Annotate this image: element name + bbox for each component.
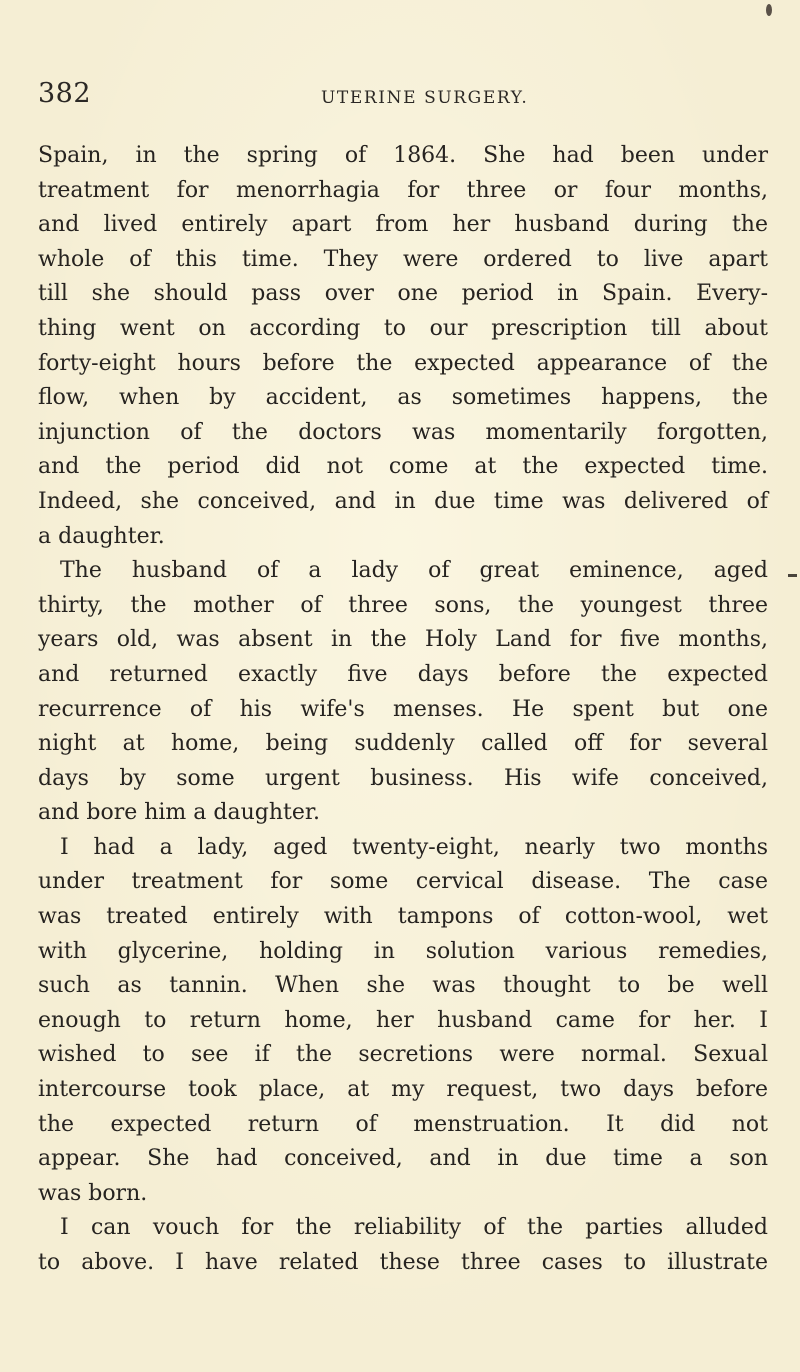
text-line: thirty, the mother of three sons, the youngest three xyxy=(38,592,768,618)
text-line: was treated entirely with tampons of cotton-wool, wet xyxy=(38,904,768,930)
text-line: with glycerine, holding in solution various remedies, xyxy=(38,938,768,964)
text-line: under treatment for some cervical disease. The case xyxy=(38,869,768,895)
body-text xyxy=(38,139,768,1281)
text-line: and the period did not come at the expected time. xyxy=(38,454,768,480)
text-line: treatment for menorrhagia for three or four months, xyxy=(38,177,768,203)
text-line: Spain, in the spring of 1864. She had been under xyxy=(38,143,768,168)
text-line: and bore him a daughter. xyxy=(38,800,320,826)
text-line: days by some urgent business. His wife conceived, xyxy=(38,765,768,791)
text-line: intercourse took place, at my request, two days before xyxy=(38,1077,768,1103)
running-title: UTERINE SURGERY. xyxy=(321,88,529,108)
text-line: such as tannin. When she was thought to be well xyxy=(38,973,768,999)
text-line: wished to see if the secretions were normal. Sexual xyxy=(38,1042,768,1068)
text-line: a daughter. xyxy=(38,523,165,549)
text-line: flow, when by accident, as sometimes happens, the xyxy=(38,385,768,411)
text-line: years old, was absent in the Holy Land for five months, xyxy=(38,627,768,653)
text-line: till she should pass over one period in Spain. Every- xyxy=(38,281,768,307)
text-line: and returned exactly five days before the expected xyxy=(38,661,768,687)
text-line: Indeed, she conceived, and in due time was delivered of xyxy=(38,488,768,514)
margin-mark xyxy=(788,574,797,577)
text-line: appear. She had conceived, and in due time a son xyxy=(38,1146,768,1172)
text-line: injunction of the doctors was momentarily forgotten, xyxy=(38,419,768,445)
page-number: 382 xyxy=(38,78,92,109)
text-line: to above. I have related these three cases to illustrate xyxy=(38,1250,768,1275)
text-line: whole of this time. They were ordered to live apart xyxy=(38,246,768,272)
text-line: The husband of a lady of great eminence, aged xyxy=(60,558,768,584)
text-line: enough to return home, her husband came for her. I xyxy=(38,1007,768,1033)
text-line: thing went on according to our prescription till about xyxy=(38,315,768,341)
text-line: I had a lady, aged twenty-eight, nearly two months xyxy=(60,834,768,860)
text-line: I can vouch for the reliability of the parties alluded xyxy=(60,1215,768,1241)
text-line: the expected return of menstruation. It did not xyxy=(38,1111,768,1137)
running-head xyxy=(38,78,778,118)
text-line: recurrence of his wife's menses. He spent but one xyxy=(38,696,768,722)
text-line: and lived entirely apart from her husband during the xyxy=(38,212,768,238)
text-line: night at home, being suddenly called off for several xyxy=(38,731,768,757)
ink-speck xyxy=(766,4,772,16)
text-line: was born. xyxy=(38,1180,148,1206)
text-line: forty-eight hours before the expected appearance of the xyxy=(38,350,768,376)
